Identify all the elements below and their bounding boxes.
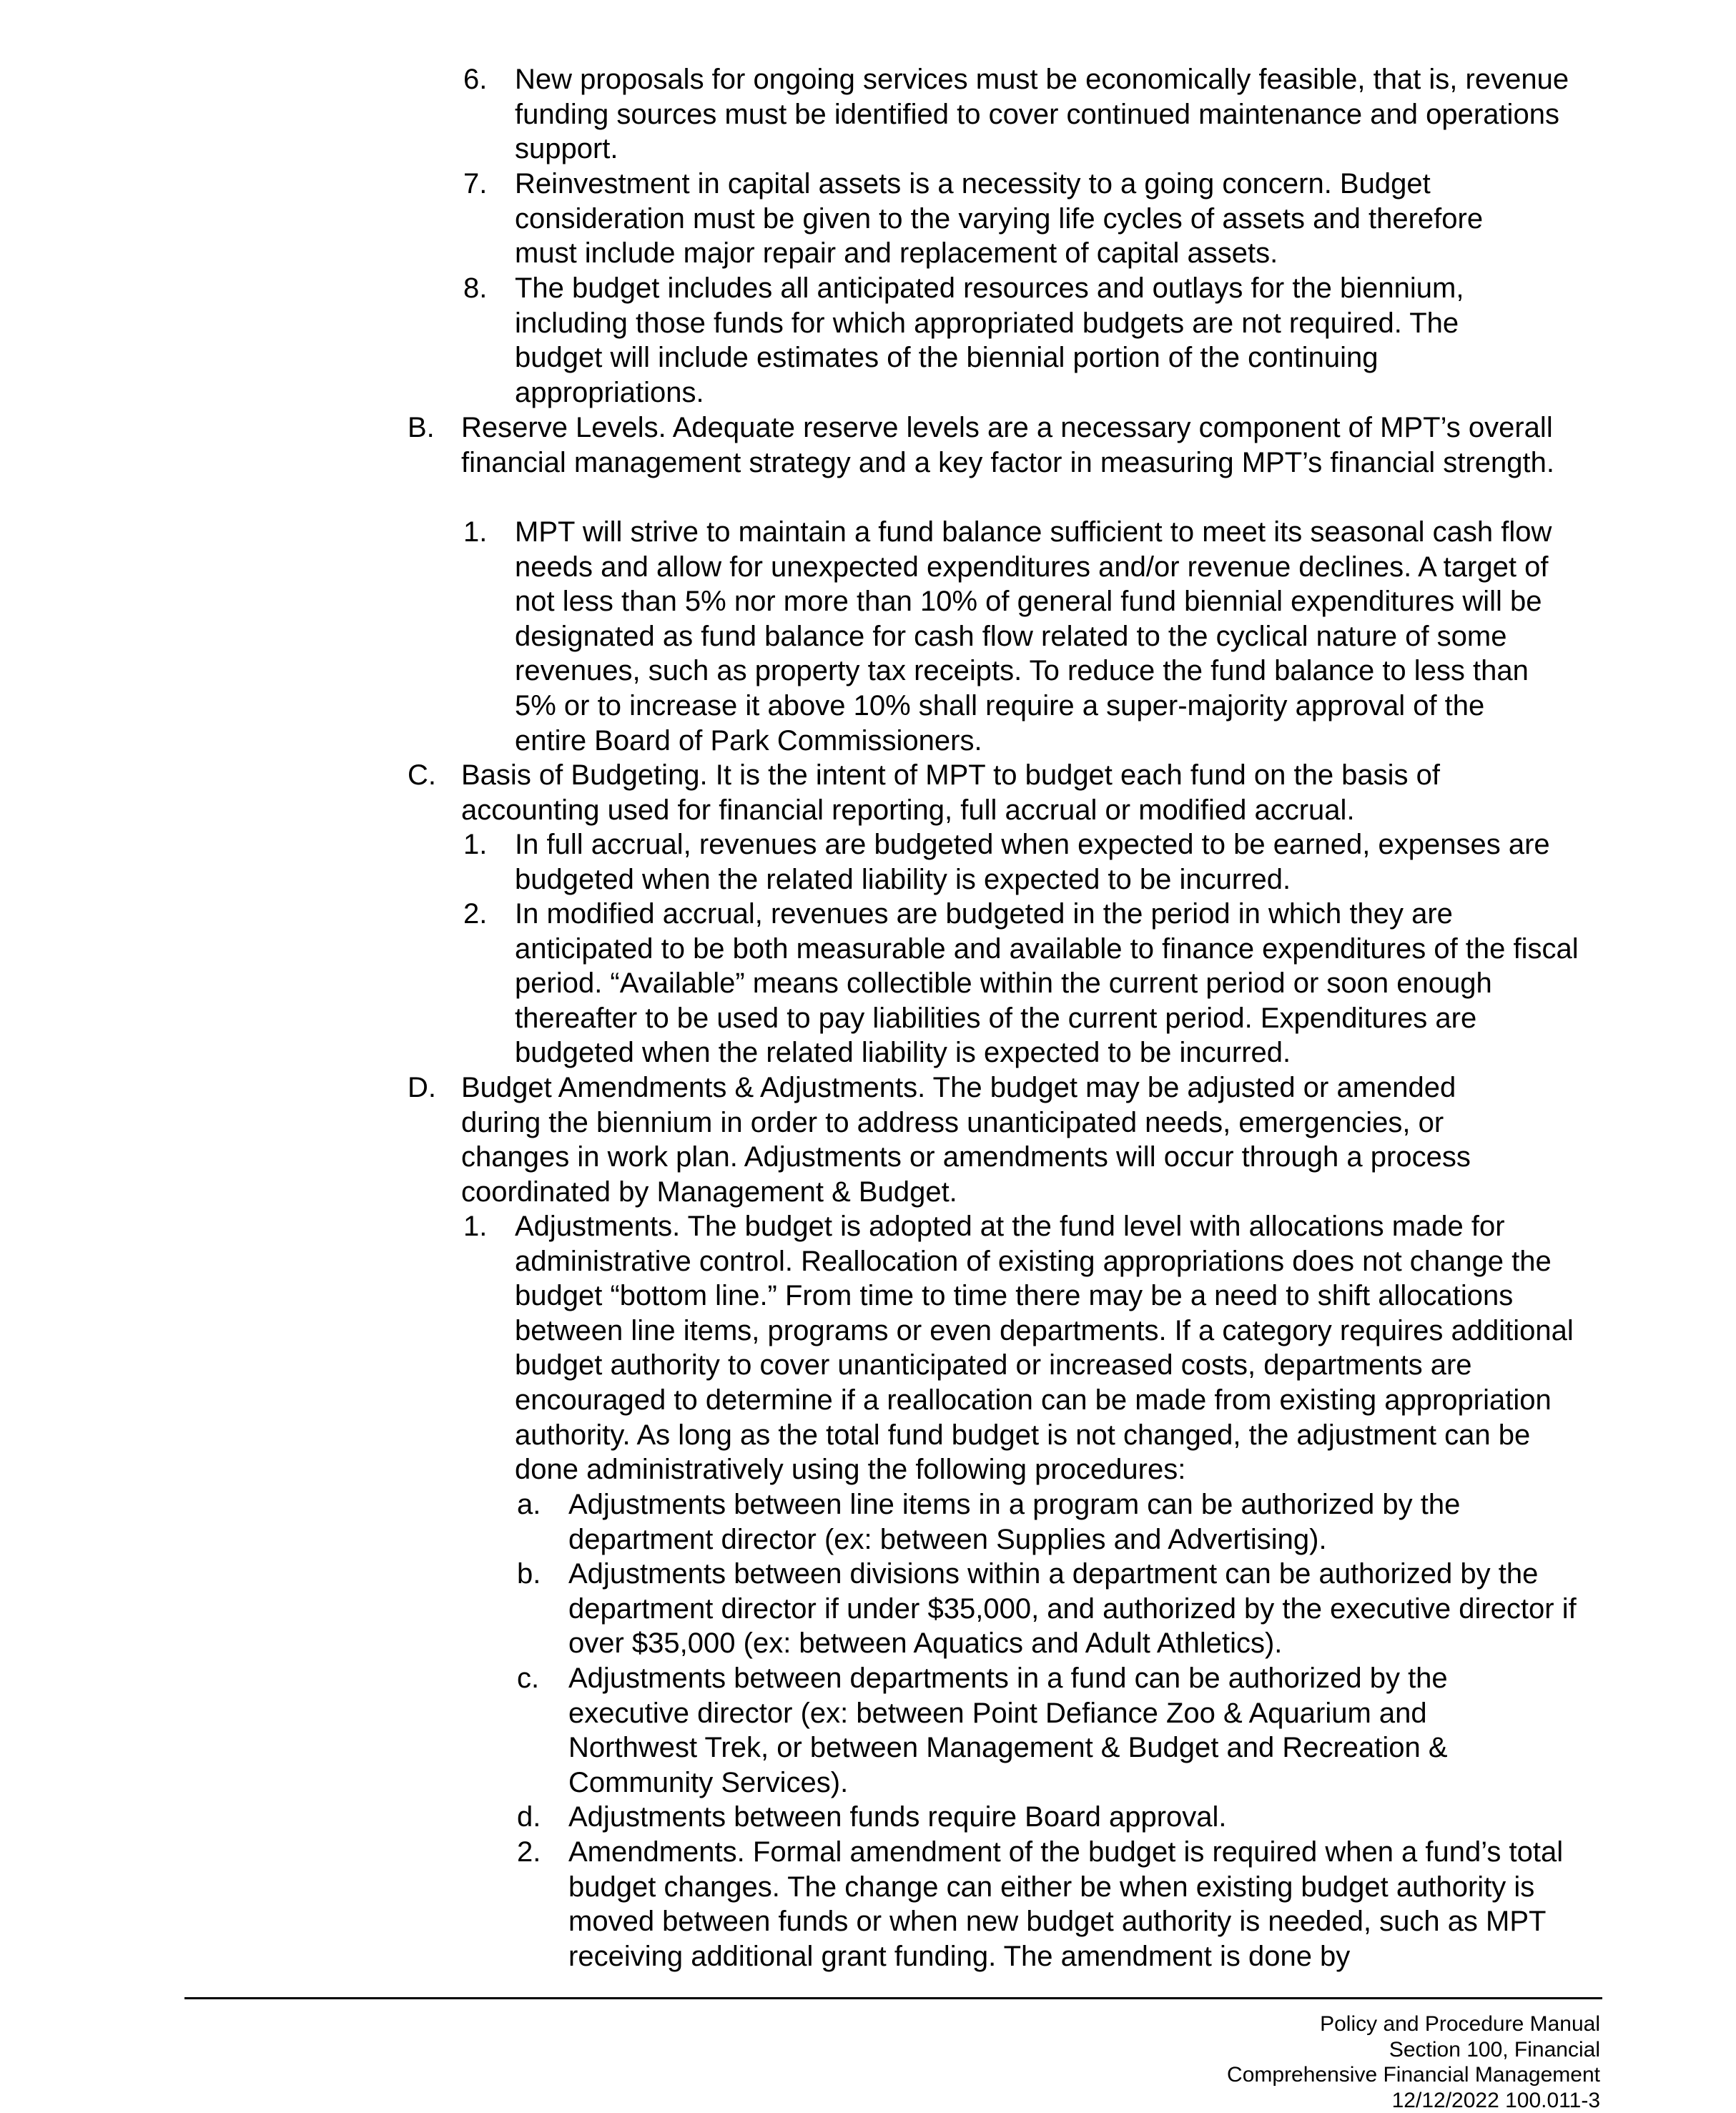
list-item-6 — [463, 62, 1594, 167]
list-marker: 8. — [463, 272, 488, 304]
list-marker: 7. — [463, 168, 488, 200]
footer-section: Section 100, Financial — [1389, 2037, 1600, 2062]
list-item-d — [517, 1800, 1555, 1835]
list-marker: 1. — [463, 1211, 488, 1242]
list-marker: d. — [517, 1801, 541, 1833]
list-item-b — [517, 1557, 1602, 1661]
list-item-text: Adjustments. The budget is adopted at the fund level with allocations made for administrative control. Reallocation of existing appropriations does not change the budget “bottom line.” From time to time there may be a need to shift allocations between line items, programs or even departments. If a category requires additional budget authority to cover unanticipated or increased costs, departments are encouraged to determine if a reallocation can be made from existing appropriation authority. As long as the total fund budget is not changed, the adjustment can be done administratively using the following procedures: — [515, 1211, 1574, 1486]
list-marker: 2. — [517, 1836, 541, 1868]
list-item-c1 — [463, 827, 1559, 897]
list-item-c2 — [463, 897, 1594, 1070]
list-item-b1 — [463, 515, 1562, 758]
footer-policy-title: Comprehensive Financial Management — [1227, 2063, 1600, 2087]
list-item-8 — [463, 271, 1530, 410]
footer-divider — [184, 1997, 1602, 1999]
section-d-budget-amendments — [408, 1070, 1534, 1209]
section-b-reserve-levels — [408, 410, 1594, 480]
footer-manual-title: Policy and Procedure Manual — [1320, 2012, 1600, 2036]
list-marker: b. — [517, 1558, 541, 1590]
section-marker: B. — [408, 412, 435, 443]
section-text: Basis of Budgeting. It is the intent of MPT to budget each fund on the basis of accounting used for financial reporting, full accrual or modified accrual. — [461, 759, 1441, 826]
list-item-text: New proposals for ongoing services must be economically feasible, that is, revenue funding sources must be identified to cover continued maintenance and operations support. — [515, 64, 1569, 165]
list-item-text: The budget includes all anticipated resources and outlays for the biennium, including those funds for which appropriated budgets are not required. The budget will include estimates of the biennial portion of the continuing appropriations. — [515, 272, 1464, 408]
list-item-c — [517, 1661, 1548, 1800]
list-item-d1-adjustments — [463, 1209, 1587, 1487]
list-item-text: Reinvestment in capital assets is a necessity to a going concern. Budget consideration must be given to the varying life cycles of assets and therefore must include major repair and replacement of capital assets. — [515, 168, 1484, 270]
list-item-text: In full accrual, revenues are budgeted when expected to be earned, expenses are budgeted when the related liability is expected to be incurred. — [515, 829, 1550, 895]
list-item-text: In modified accrual, revenues are budgeted in the period in which they are anticipated to be both measurable and available to finance expenditures of the fiscal period. “Available” means collectible within the current period or soon enough thereafter to be used to pay liabilities of the current period. Expenditures are budgeted when the related liability is expected to be incurred. — [515, 898, 1579, 1069]
section-marker: D. — [408, 1072, 436, 1103]
list-item-a — [517, 1487, 1555, 1557]
list-item-text: Adjustments between funds require Board approval. — [568, 1801, 1227, 1833]
footer-date-page-number: 12/12/2022 100.011-3 — [1391, 2088, 1600, 2112]
list-marker: c. — [517, 1663, 540, 1694]
list-item-7 — [463, 167, 1544, 271]
section-text: Budget Amendments & Adjustments. The budget may be adjusted or amended during the biennium in order to address unanticipated needs, emergencies, or changes in work plan. Adjustments or amendments will occur through a process coordinated by Management & Budget. — [461, 1072, 1471, 1208]
list-item-text: Adjustments between divisions within a department can be authorized by the department director if under $35,000, and authorized by the executive director if over $35,000 (ex: between Aquatics and Adult Athletics). — [568, 1558, 1577, 1660]
list-marker: 2. — [463, 898, 488, 930]
list-item-text: MPT will strive to maintain a fund balance sufficient to meet its seasonal cash flow needs and allow for unexpected expenditures and/or revenue declines. A target of not less than 5% nor more than 10% of general fund biennial expenditures will be designated as fund balance for cash flow related to the cyclical nature of some revenues, such as property tax receipts. To reduce the fund balance to less than 5% or to increase it above 10% shall require a super-majority approval of the entire Board of Park Commissioners. — [515, 516, 1552, 757]
list-item-text: Adjustments between departments in a fund can be authorized by the executive director (ex: between Point Defiance Zoo & Aquarium and Northwest Trek, or between Management & Budget and Recreation & Community Services). — [568, 1663, 1448, 1798]
section-marker: C. — [408, 759, 436, 791]
section-text: Reserve Levels. Adequate reserve levels are a necessary component of MPT’s overall financial management strategy and a key factor in measuring MPT’s financial strength. — [461, 412, 1554, 478]
list-marker: 1. — [463, 829, 488, 860]
page-footer — [1227, 2011, 1600, 2113]
list-item-text: Amendments. Formal amendment of the budget is required when a fund’s total budget changes. The change can either be when existing budget authority is moved between funds or when new budget authority is needed, such as MPT receiving additional grant funding. The amendment is done by — [568, 1836, 1564, 1972]
section-c-basis-of-budgeting — [408, 758, 1512, 827]
list-marker: a. — [517, 1489, 541, 1520]
list-item-d2-amendments — [517, 1835, 1598, 1974]
list-item-text: Adjustments between line items in a program can be authorized by the department director (ex: between Supplies and Advertising). — [568, 1489, 1461, 1555]
list-marker: 1. — [463, 516, 488, 548]
list-marker: 6. — [463, 64, 488, 95]
